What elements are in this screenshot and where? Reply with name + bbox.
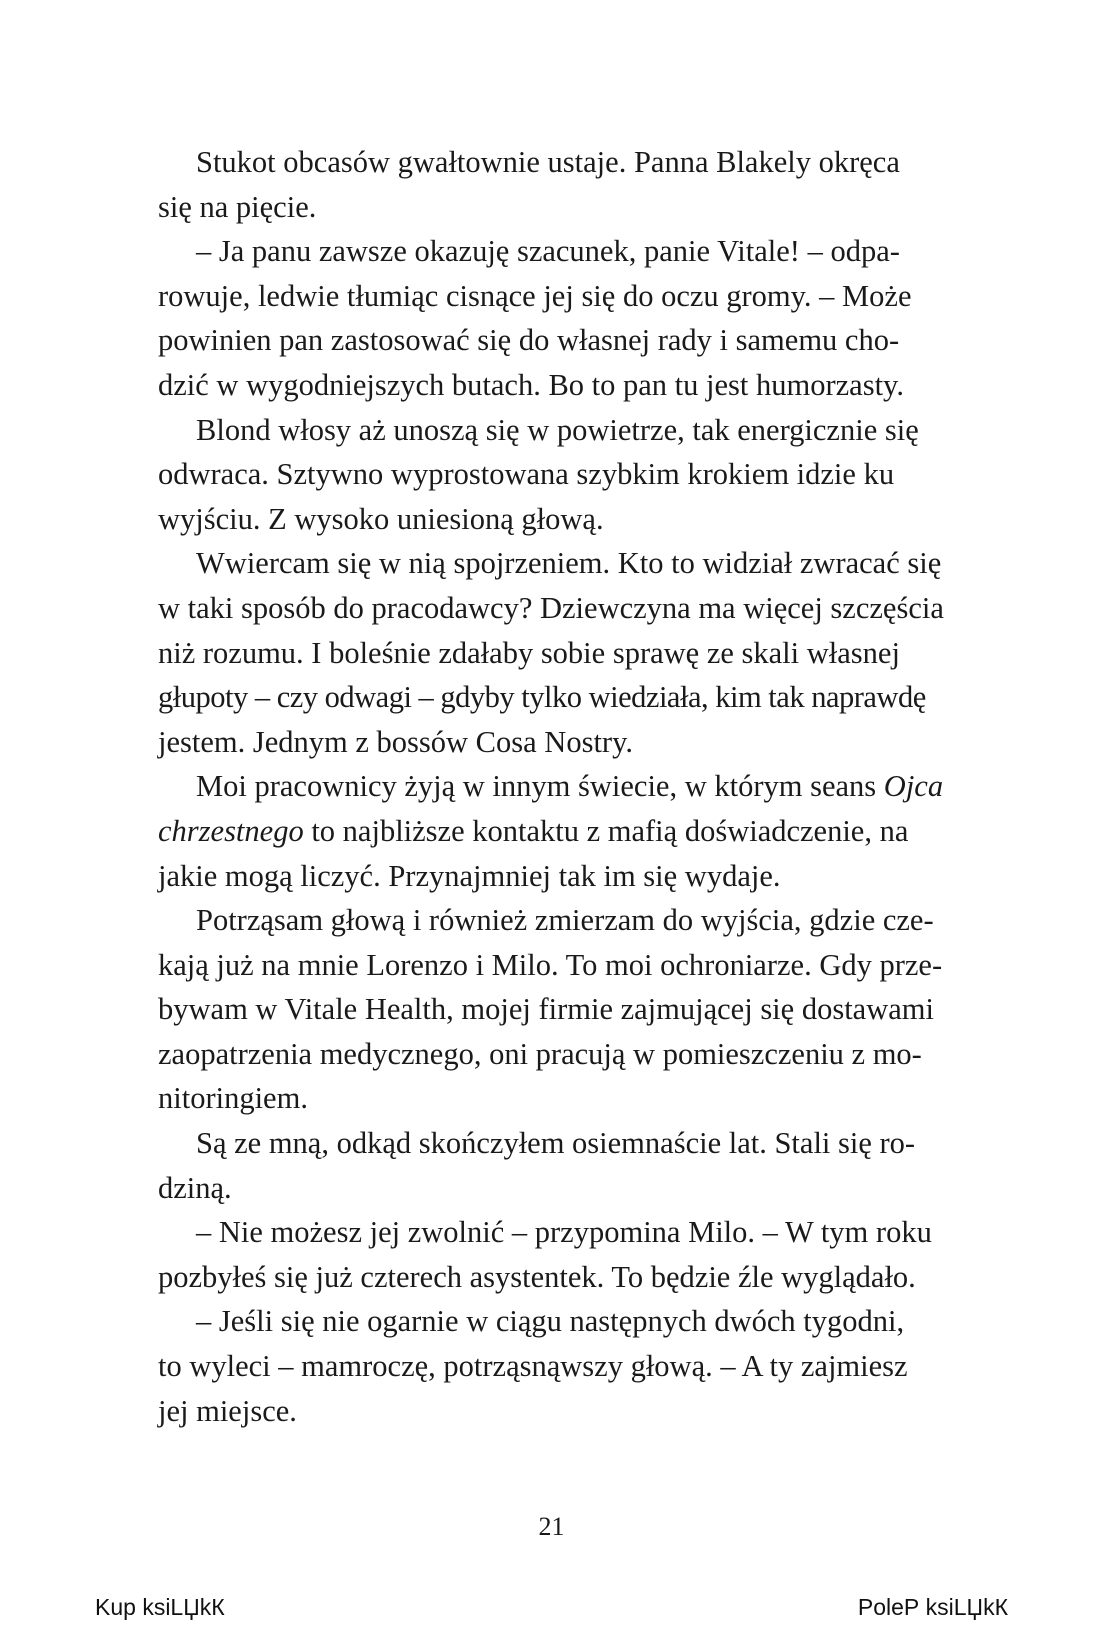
text-run: się na pięcie. — [158, 189, 317, 224]
paragraph — [158, 1121, 948, 1210]
text-line — [158, 318, 948, 363]
text-line — [158, 854, 948, 899]
text-line — [158, 1121, 948, 1166]
text-line — [158, 1166, 948, 1211]
paragraph — [158, 764, 948, 898]
text-line — [158, 987, 948, 1032]
text-run: nitoringiem. — [158, 1081, 308, 1116]
text-run: to wyleci – mamroczę, potrząsnąwszy głową. – A ty zajmiesz — [158, 1349, 908, 1384]
text-line — [158, 408, 948, 453]
text-line — [158, 809, 948, 854]
text-run: powinien pan zastosować się do własnej rady i samemu cho- — [158, 323, 900, 358]
text-line — [158, 541, 948, 586]
text-line — [158, 1032, 948, 1077]
text-run: wyjściu. Z wysoko uniesioną głową. — [158, 501, 604, 536]
buy-book-link[interactable]: Kup ksiLЏkК — [95, 1594, 225, 1620]
text-run: – Nie możesz jej zwolnić – przypomina Milo. – W tym roku — [196, 1215, 932, 1250]
text-run: kają już na mnie Lorenzo i Milo. To moi ochroniarze. Gdy prze- — [158, 947, 943, 982]
text-line — [158, 1210, 948, 1255]
italic-title: Ojca — [883, 769, 944, 804]
text-run: dziną. — [158, 1170, 232, 1205]
text-line — [158, 675, 948, 720]
paragraph — [158, 898, 948, 1121]
text-run: niż rozumu. I boleśnie zdałaby sobie sprawę ze skali własnej — [158, 635, 900, 670]
text-run: pozbyłeś się już czterech asystentek. To będzie źle wyglądało. — [158, 1259, 916, 1294]
text-run: dzić w wygodniejszych butach. Bo to pan tu jest humorzasty. — [158, 367, 904, 402]
text-line — [158, 720, 948, 765]
paragraph — [158, 1299, 948, 1433]
text-run: jestem. Jednym z bossów Cosa Nostry. — [158, 724, 633, 759]
text-run: Są ze mną, odkąd skończyłem osiemnaście lat. Stali się ro- — [196, 1126, 916, 1161]
paragraph — [158, 541, 948, 764]
text-run: – Jeśli się nie ogarnie w ciągu następnych dwóch tygodni, — [196, 1304, 905, 1339]
paragraph — [158, 1210, 948, 1299]
text-line — [158, 943, 948, 988]
text-line — [158, 1076, 948, 1121]
text-run: bywam w Vitale Health, mojej firmie zajmującej się dostawami — [158, 992, 934, 1027]
text-line — [158, 586, 948, 631]
page-number: 21 — [538, 1512, 565, 1541]
text-line — [158, 140, 948, 185]
text-line — [158, 185, 948, 230]
text-line — [158, 1389, 948, 1434]
text-line — [158, 274, 948, 319]
italic-title: chrzestnego — [158, 813, 304, 848]
text-run: odwraca. Sztywno wyprostowana szybkim krokiem idzie ku — [158, 457, 895, 492]
paragraph — [158, 229, 948, 407]
text-line — [158, 363, 948, 408]
text-line — [158, 1255, 948, 1300]
text-run: w taki sposób do pracodawcy? Dziewczyna ma więcej szczęścia — [158, 590, 944, 625]
text-line — [158, 898, 948, 943]
paragraph — [158, 140, 948, 229]
paragraph — [158, 408, 948, 542]
text-line — [158, 452, 948, 497]
text-run: jakie mogą liczyć. Przynajmniej tak im się wydaje. — [158, 858, 781, 893]
text-line — [158, 764, 948, 809]
text-line — [158, 1299, 948, 1344]
text-run: – Ja panu zawsze okazuję szacunek, panie Vitale! – odpa- — [196, 234, 900, 269]
text-run: Stukot obcasów gwałtownie ustaje. Panna Blakely okręca — [196, 145, 900, 179]
text-run: Moi pracownicy żyją w innym świecie, w którym seans — [196, 769, 884, 804]
text-run: głupoty – czy odwagi – gdyby tylko wiedziała, kim tak naprawdę — [158, 680, 926, 715]
text-run: Potrząsam głową i również zmierzam do wyjścia, gdzie cze- — [196, 903, 934, 938]
text-run: jej miejsce. — [158, 1393, 297, 1428]
text-line — [158, 497, 948, 542]
text-line — [158, 229, 948, 274]
text-run: zaopatrzenia medycznego, oni pracują w pomieszczeniu z mo- — [158, 1036, 922, 1071]
body-text — [158, 140, 948, 1433]
text-line — [158, 1344, 948, 1389]
text-run: Blond włosy aż unoszą się w powietrze, tak energicznie się — [196, 412, 919, 447]
recommend-book-link[interactable]: PoleР ksiLЏkК — [857, 1594, 1008, 1620]
text-run: rowuje, ledwie tłumiąc cisnące jej się do oczu gromy. – Może — [158, 278, 912, 313]
text-line — [158, 631, 948, 676]
text-run: to najbliższe kontaktu z mafią doświadczenie, na — [303, 813, 909, 848]
text-run: Wwiercam się w nią spojrzeniem. Kto to widział zwracać się — [196, 546, 942, 581]
